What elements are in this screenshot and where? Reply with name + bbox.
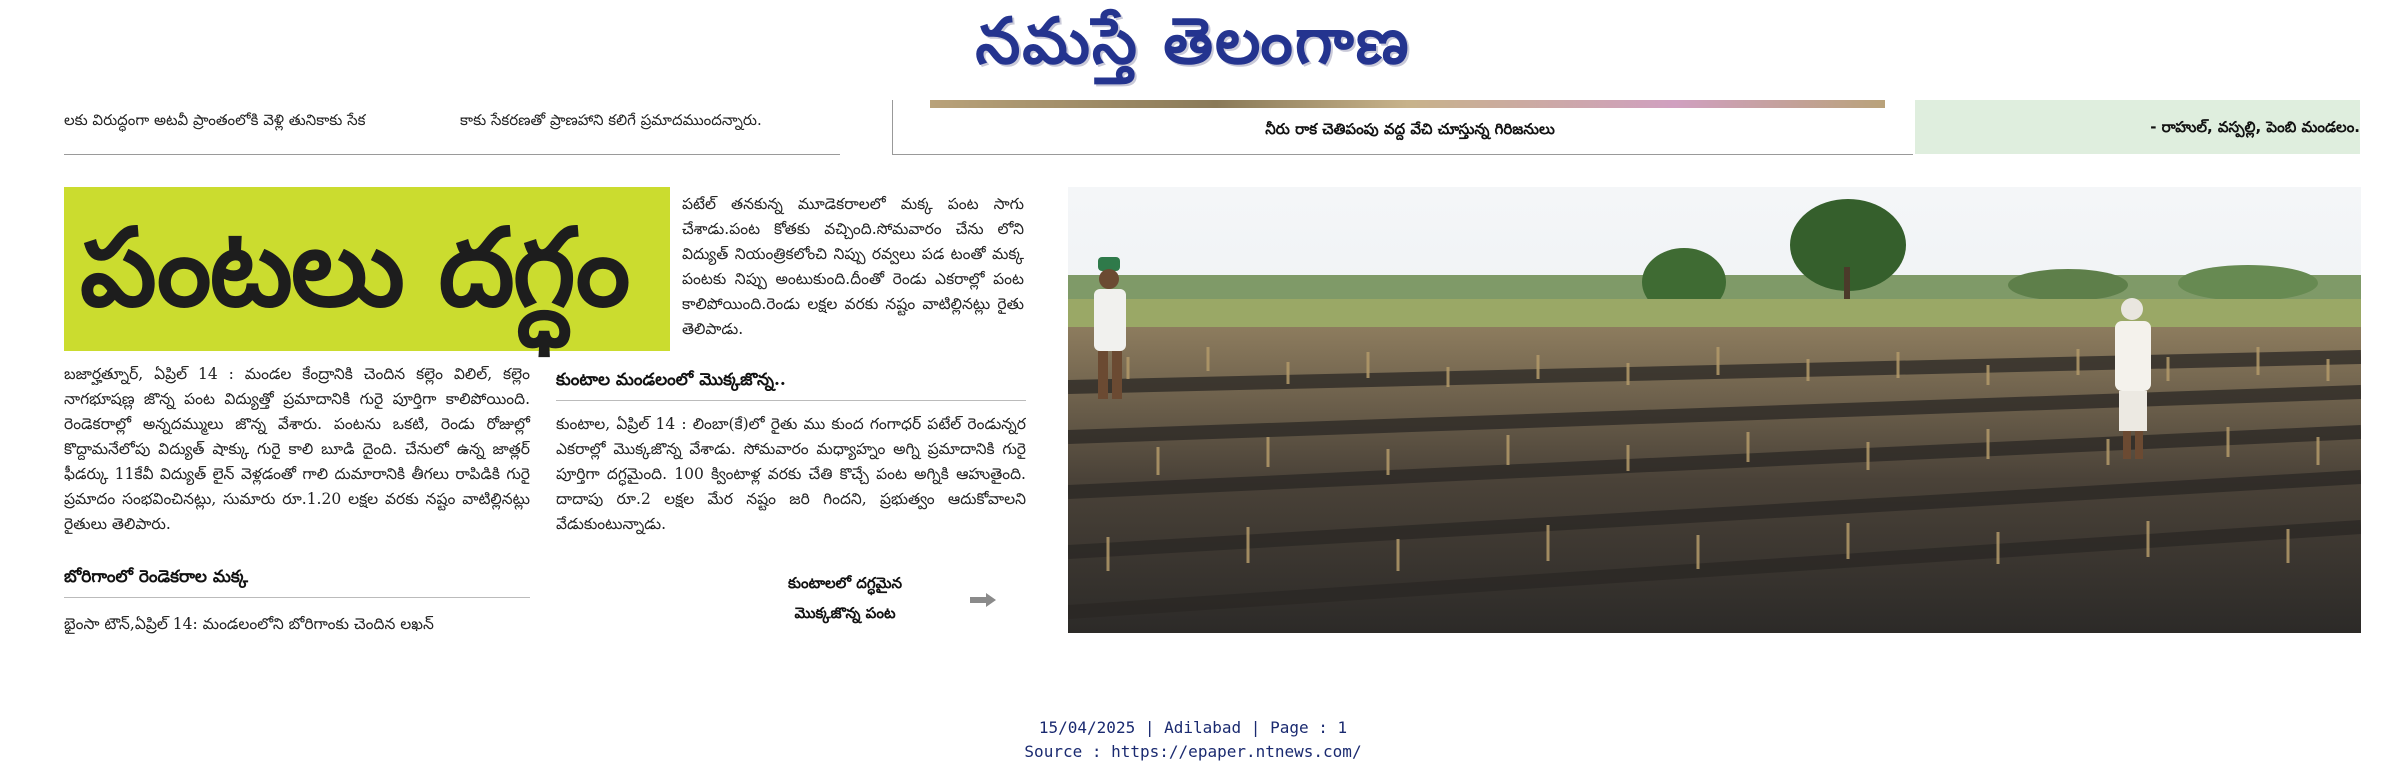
footer-source-link[interactable]: Source : https://epaper.ntnews.com/ (1024, 742, 1362, 761)
kuntala-body: కుంటాల, ఏప్రిల్ 14 : లింబా(కే)లో రైతు ము కుంద గంగాధర్ పటేల్ రెండున్నర ఎకరాల్లో మొక్కజొన్న వేశాడు. సోమవారం మధ్యాహ్నం అగ్ని ప్రమాదానికి గురై పూర్తిగా దగ్ధమైంది. 100 క్వింటాళ్ల వరకు చేతి కొచ్చే పంట అగ్నికి ఆహుతైంది. దాదాపు రూ.2 లక్షల మేర నష్టం జరి గిందని, ప్రభుత్వం ఆదుకోవాలని వేడుకుంటున్నాడు. (556, 415, 1026, 533)
subhead-kuntala: కుంటాల మండలంలో మొక్కజొన్న.. (556, 370, 786, 390)
article-body-left: బజార్హత్నూర్, ఏప్రిల్ 14 : మండల కేంద్రానికి చెందిన కల్లెం విలిల్, కల్లెం నాగభూషణ్ల జొన్న పంట విద్యుత్తో ప్రమాదానికి గురై పూర్తిగా కాలిపోయింది. రెండెకరాల్లో అన్నదమ్ములు జొన్న వేశారు. పంటను ఒకటి, రెండు రోజుల్లో కొద్దామనేలోపు విద్యుత్ షాక్కు గురై కాలి బూడి దైంది. చేనులో ఉన్న జాత్లర్ ఫీడర్కు 11కేవీ విద్యుత్ లైన్ వెళ్లడంతో గాలి దుమారానికి తీగలు రాపిడికి గురై ప్రమాదం సంభవించినట్లు, సుమారు రూ.1.20 లక్షల వరకు నష్టం వాటిల్లినట్లు రైతులు తెలిపారు. (64, 365, 530, 533)
headline: పంటలు దగ్ధం (80, 206, 629, 331)
borigam-body: భైంసా టౌన్,ఏప్రిల్ 14: మండలంలోని బోరిగాంకు చెందిన లఖన్ (64, 615, 434, 633)
top-left-text-b: కాకు సేకరణతో ప్రాణహాని కలిగే ప్రమాదముందన్నారు. (460, 111, 762, 129)
masthead (0, 0, 2386, 90)
top-left-text-a: లకు విరుద్ధంగా అటవీ ప్రాంతంలోకి వెళ్లి తునికాకు సేక (64, 111, 366, 129)
newspaper-logo: నమస్తే తెలంగాణ (975, 4, 1411, 79)
top-right-credit: - రాహుల్, వస్పల్లి, పెంబి మండలం. (2150, 118, 2360, 136)
photo-caption-line1: కుంటాలలో దగ్ధమైన (787, 574, 903, 592)
kuntala-rule (556, 400, 1026, 401)
arrow-right-icon (970, 592, 996, 611)
subhead-borigam: బోరిగాంలో రెండెకరాల మక్క (64, 567, 248, 587)
headline-box (64, 187, 670, 351)
top-photo-caption: నీరు రాక చెతిపంపు వద్ద వేచి చూస్తున్న గిరిజనులు (1265, 120, 1555, 138)
top-left-rule (64, 154, 840, 155)
footer-date-edition: 15/04/2025 | Adilabad | Page : 1 (1038, 718, 1348, 737)
photo-caption-line2: మొక్కజొన్న పంట (794, 604, 896, 622)
borigam-rule (64, 597, 530, 598)
burnt-field-photo (1068, 187, 2361, 633)
article-col-top-right: పటేల్ తనకున్న మూడెకరాలలో మక్క పంట సాగు చేశాడు.పంట కోతకు వచ్చింది.సోమవారం చేను లోని విద్యుత్ నియంత్రికలోంచి నిప్పు రవ్వలు పడ టంతో మక్క పంటకు నిప్పు అంటుకుంది.దీంతో రెండు ఎకరాల్లో పంట కాలిపోయింది.రెండు లక్షల వరకు నష్టం వాటిల్లినట్లు రైతు తెలిపాడు. (682, 195, 1024, 338)
